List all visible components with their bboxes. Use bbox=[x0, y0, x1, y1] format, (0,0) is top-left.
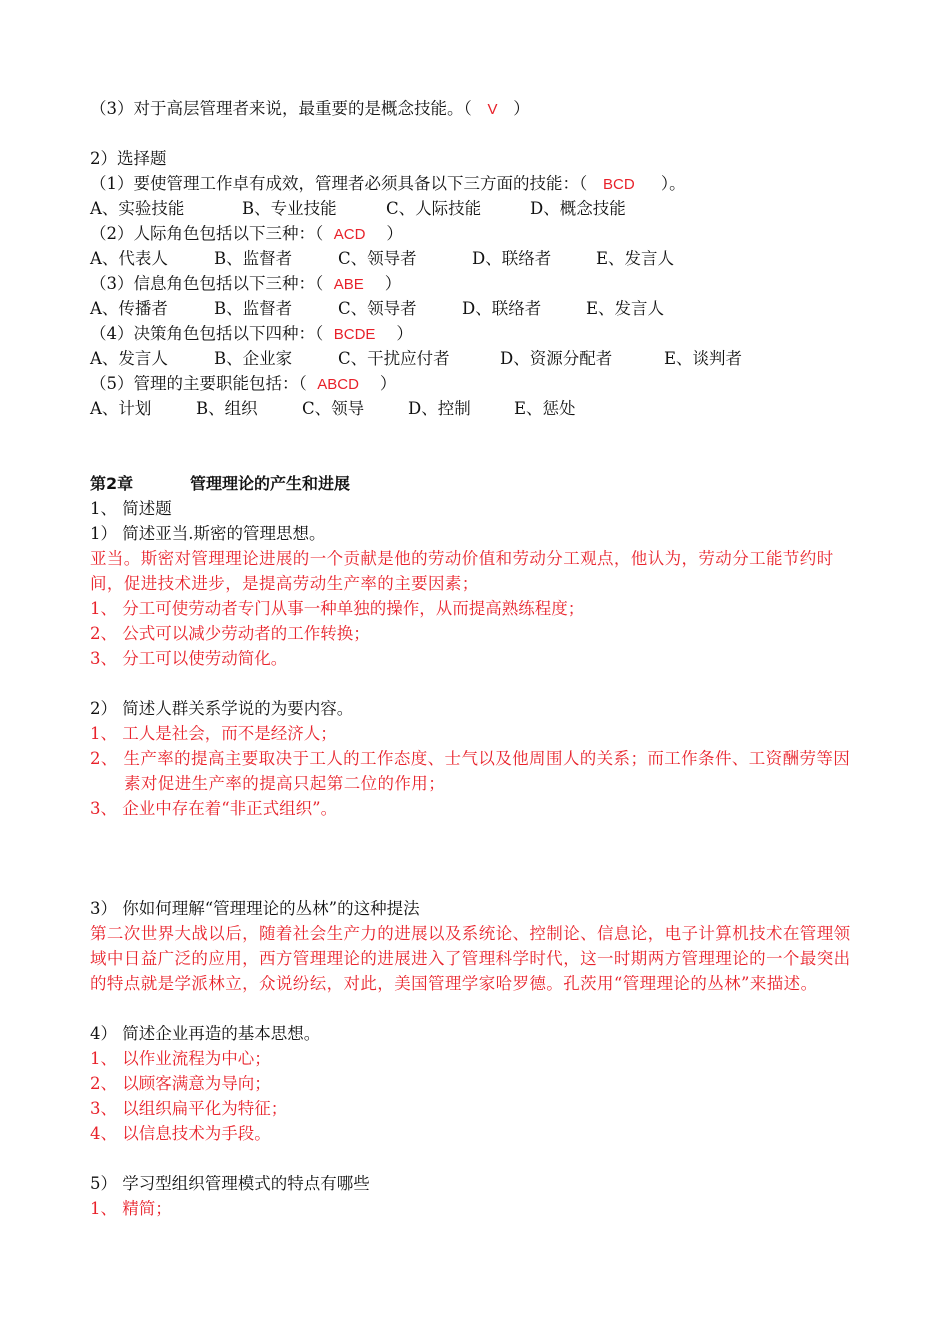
choice-q5-options: A、计划 B、组织 C、领导 D、控制 E、惩处 bbox=[90, 399, 576, 418]
q4-point: 4、 以信息技术为手段。 bbox=[90, 1124, 271, 1143]
q3-answer-paragraph: 第二次世界大战以后，随着社会生产力的进展以及系统论、控制论、信息论，电子计算机技术在管理领域中日益广泛的应用，西方管理理论的进展进入了管理科学时代，这一时期两方管理理论的一个最突出的特点就是学派林立，众说纷纭，对此，美国管理学家哈罗德。孔茨用“管理理论的丛林”来描述。 bbox=[90, 924, 851, 993]
q4-point: 1、 以作业流程为中心； bbox=[90, 1049, 271, 1068]
choice-q5: （5）管理的主要职能包括：（ ABCD ） bbox=[90, 374, 397, 393]
choice-q4-options: A、发言人 B、企业家 C、干扰应付者 D、资源分配者 E、谈判者 bbox=[90, 349, 743, 368]
q1-question: 1） 简述亚当.斯密的管理思想。 bbox=[90, 524, 326, 543]
choice-q3: （3）信息角色包括以下三种：（ ABE ） bbox=[90, 274, 402, 293]
choice-q3-options: A、传播者 B、监督者 C、领导者 D、联络者 E、发言人 bbox=[90, 299, 665, 318]
q2-question: 2） 简述人群关系学说的为要内容。 bbox=[90, 699, 354, 718]
q1-point: 2、 公式可以减少劳动者的工作转换； bbox=[90, 624, 370, 643]
q4-point: 3、 以组织扁平化为特征； bbox=[90, 1099, 288, 1118]
choice-q2-options: A、代表人 B、监督者 C、领导者 D、联络者 E、发言人 bbox=[90, 249, 675, 268]
choice-q4: （4）决策角色包括以下四种：（ BCDE ） bbox=[90, 324, 413, 343]
q1-answer-paragraph: 亚当。斯密对管理理论进展的一个贡献是他的劳动价值和劳动分工观点，他认为，劳动分工能节约时间，促进技术进步，是提高劳动生产率的主要因素； bbox=[90, 549, 834, 593]
q2-point: 3、 企业中存在着“非正式组织”。 bbox=[90, 799, 338, 818]
judge-q3-answer: V bbox=[487, 101, 498, 118]
q4-question: 4） 简述企业再造的基本思想。 bbox=[90, 1024, 321, 1043]
choice-q1: （1）要使管理工作卓有成效，管理者必须具备以下三方面的技能：（ BCD ）。 bbox=[90, 174, 686, 193]
choice-q1-options: A、实验技能 B、专业技能 C、人际技能 D、概念技能 bbox=[90, 199, 626, 218]
q2-point: 2、 生产率的提高主要取决于工人的工作态度、士气以及他周围人的关系；而工作条件、工资酬劳等因素对促进生产率的提高只起第二位的作用； bbox=[90, 749, 851, 793]
choice-section-title: 2）选择题 bbox=[90, 149, 167, 168]
q3-question: 3） 你如何理解“管理理论的丛林”的这种提法 bbox=[90, 899, 420, 918]
chapter-heading: 第2章 管理理论的产生和进展 bbox=[90, 474, 351, 493]
q1-point: 1、 分工可使劳动者专门从事一种单独的操作，从而提高熟练程度； bbox=[90, 599, 585, 618]
q1-point: 3、 分工可以使劳动简化。 bbox=[90, 649, 288, 668]
document-page bbox=[90, 96, 862, 1221]
choice-q2: （2）人际角色包括以下三种：（ ACD ） bbox=[90, 224, 403, 243]
q5-point: 1、 精简； bbox=[90, 1199, 172, 1218]
q5-question: 5） 学习型组织管理模式的特点有哪些 bbox=[90, 1174, 370, 1193]
judge-q3: （3）对于高层管理者来说，最重要的是概念技能。（ V ） bbox=[90, 99, 530, 118]
chapter-subheading: 1、 简述题 bbox=[90, 499, 172, 518]
q4-point: 2、 以顾客满意为导向； bbox=[90, 1074, 271, 1093]
q2-point: 1、 工人是社会，而不是经济人； bbox=[90, 724, 337, 743]
